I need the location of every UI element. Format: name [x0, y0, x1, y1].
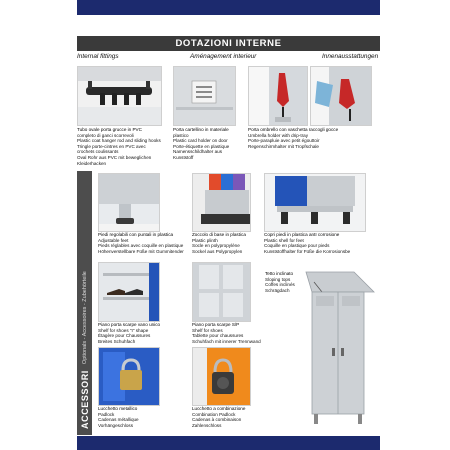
caption-padlock: Lucchetto metallico Padlock Cadenas métallique Vorhängeschloss: [98, 406, 139, 428]
subheader-french: Aménagement interieur: [190, 53, 257, 60]
caption-adjustable-feet: Piedi regolabili con puntali in plastica Adjustable feet Pieds réglables avec coquille en plastique Höhenverstellbare Füße mit Gummitender: [98, 232, 184, 254]
subheader-english: Internal fittings: [77, 53, 119, 60]
caption-card-holder: Porta cartellino in materiale plastico Plastic card holder on door Porte-étiquette en plastique Namensschildhalter aus Kunststoff: [173, 127, 230, 160]
caption-feet-shells: Copri piedi in plastica antI corrosione Plastic shell for feet Coquille en plastique pour pieds Kunststoffhalter für Füße die Korrosionsbe: [264, 232, 351, 254]
caption-combination-padlock: Lucchetto a combinazione Combination Padlock Cadenas à combinaison Zahlenschloss: [192, 406, 246, 428]
top-navy-band: [77, 0, 380, 15]
caption-plastic-plinth: Zoccolo di base in plastica Plastic plinth Socle en polypropylène Sockel aus Polypropylen: [192, 232, 246, 254]
caption-sloping-tops: Tetto inclinato Sloping tops Coffes inclinés Schrägdach: [265, 271, 295, 293]
accessories-sidebar: [77, 171, 92, 435]
caption-umbrella-holder: Porta ombrello con vaschetta raccogli gocce Umbrella holder with drip-tray Porte-parapluie avec petit égouttoir Regenschirmhalter mit Tropfschale: [248, 127, 339, 149]
caption-coat-hanger-rod: Tubo ovale porta grucce in PVC completo di ganci scorrevoli Plastic coat hanger rod and sliding hooks Tringle porte-cintres en PVC avec crochets coulissants Oval Rohr aus PVC mit beweglichen Kleiderhacken: [77, 127, 161, 166]
photo-umbrella-holder: [248, 66, 308, 126]
photo-combination-padlock: [192, 347, 251, 406]
photo-padlock: [98, 347, 160, 406]
locker-with-sloping-top: [292, 262, 376, 432]
sidebar-title: ACCESSORI: [79, 370, 90, 429]
caption-shoe-shelf-single: Piano porta scarpe vano unico Shelf for shoes "I" shape Étagère pour Chaussures Breites Schuhfach: [98, 322, 161, 344]
photo-shoe-shelf-sp: [192, 262, 251, 322]
subheader-german: Innenausstattungen: [322, 53, 379, 60]
photo-shoe-shelf-single: [98, 262, 160, 322]
photo-adjustable-feet: [98, 173, 160, 232]
section-title: DOTAZIONI INTERNE: [77, 36, 380, 51]
sidebar-subtitle: Optionals - Accessoires - Zubehörteile: [81, 271, 88, 365]
photo-coat-hanger-rod: [77, 66, 162, 126]
caption-shoe-shelf-sp: Piano porta scarpe S/P Shelf for shoes Tablette pour chaussures Schuhfach mit innerer Trennwand: [192, 322, 261, 344]
photo-plastic-plinth: [192, 173, 251, 232]
photo-feet-shells: [264, 173, 366, 232]
bottom-navy-band: [77, 436, 380, 450]
photo-card-holder: [173, 66, 236, 126]
photo-drip-tray: [310, 66, 372, 126]
